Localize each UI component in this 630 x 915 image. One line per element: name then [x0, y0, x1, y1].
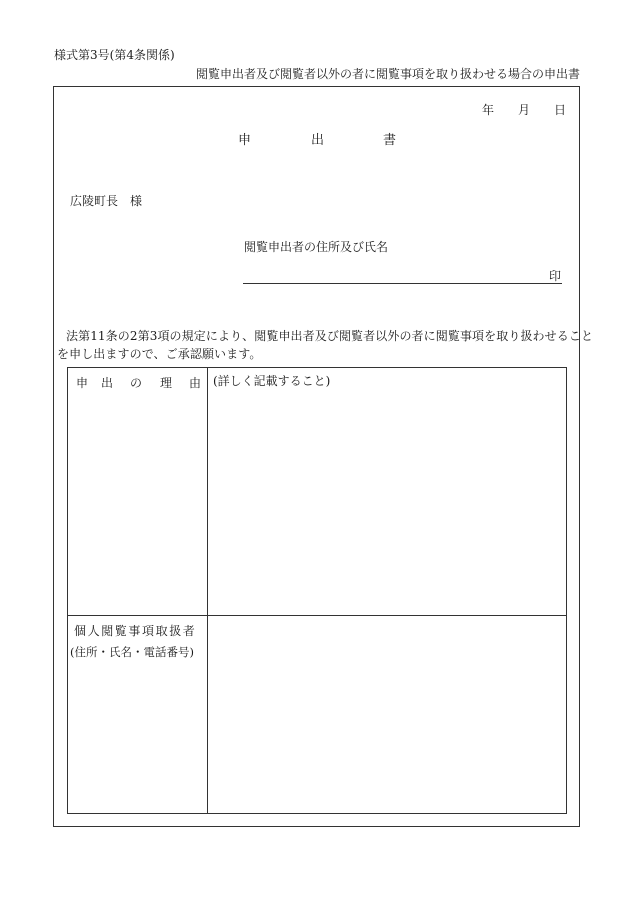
document-title-char: 書 [383, 133, 397, 148]
date-year-label: 年 [482, 103, 495, 117]
statement-text-line2: を申し出ますので、ご承認願います。 [57, 347, 262, 361]
document-title-char: 申 [238, 133, 252, 148]
reason-field-hint[interactable]: (詳しく記載すること) [213, 374, 331, 388]
handler-sublabel: (住所・氏名・電話番号) [70, 645, 194, 659]
applicant-signature-line[interactable] [243, 283, 562, 284]
application-table [67, 367, 567, 814]
handler-label: 個人閲覧事項取扱者 [74, 624, 197, 638]
reason-label-char: 由 [189, 376, 202, 390]
date-month-label: 月 [518, 103, 531, 117]
table-column-divider [207, 367, 208, 814]
applicant-address-name-label: 閲覧申出者の住所及び氏名 [244, 240, 389, 254]
statement-text-line1: 法第11条の2第3項の規定により、閲覧申出者及び閲覧者以外の者に閲覧事項を取り扱わせること [66, 329, 594, 343]
seal-mark: 印 [549, 269, 562, 283]
addressee: 広陵町長 様 [70, 194, 143, 208]
document-title-char: 出 [311, 133, 325, 148]
reason-label-char: 出 [101, 376, 114, 390]
date-day-label: 日 [554, 103, 567, 117]
reason-label-char: 理 [160, 376, 173, 390]
form-number: 様式第3号(第4条関係) [54, 48, 175, 62]
reason-label-char: の [130, 376, 143, 390]
table-row-divider [67, 615, 567, 616]
form-heading: 閲覧申出者及び閲覧者以外の者に閲覧事項を取り扱わせる場合の申出書 [195, 67, 580, 81]
reason-label-char: 申 [76, 376, 89, 390]
